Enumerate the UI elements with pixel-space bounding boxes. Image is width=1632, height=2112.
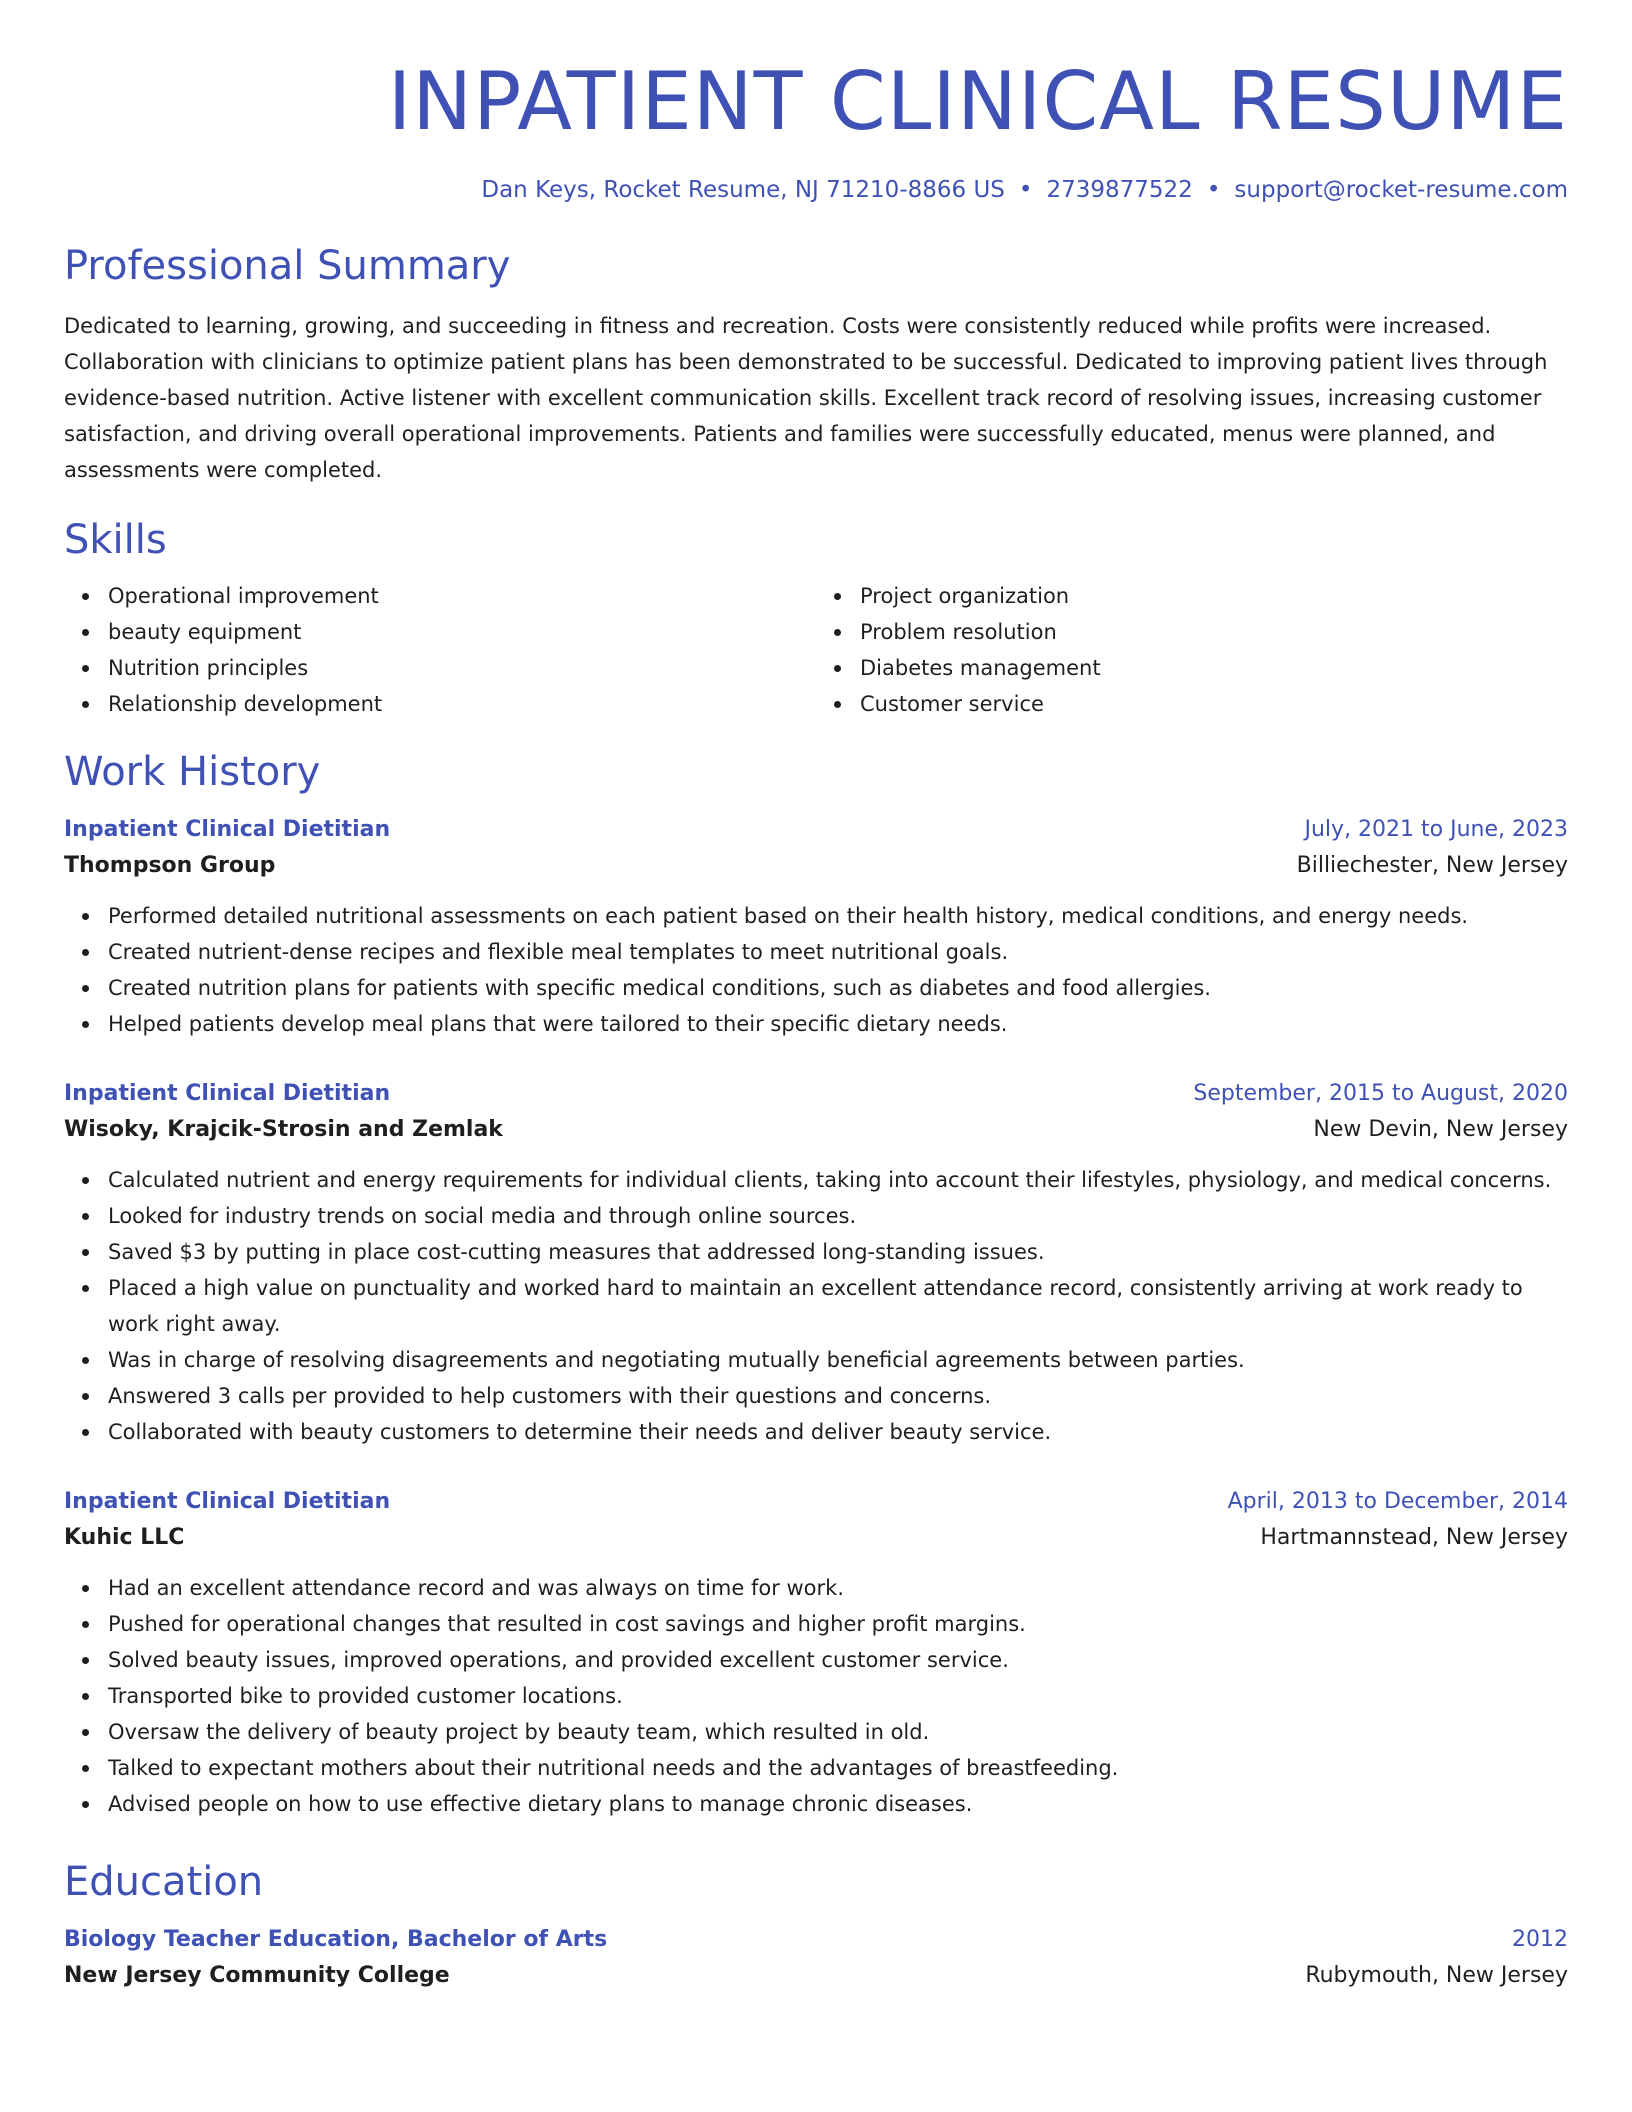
document-title: INPATIENT CLINICAL RESUME	[387, 55, 1568, 148]
education-year: 2012	[1512, 1927, 1568, 1952]
skill-item: Problem resolution	[860, 614, 1568, 650]
job-bullet: Was in charge of resolving disagreements and negotiating mutually beneficial agreements between parties.	[108, 1342, 1568, 1378]
job-company-row	[64, 1520, 1568, 1556]
education-school-row	[64, 1958, 1568, 1994]
job-bullet: Answered 3 calls per provided to help customers with their questions and concerns.	[108, 1378, 1568, 1414]
job-entry	[64, 1076, 1568, 1450]
job-entry	[64, 812, 1568, 1042]
education-entry	[64, 1922, 1568, 1994]
job-bullet: Saved $3 by putting in place cost-cutting measures that addressed long-standing issues.	[108, 1234, 1568, 1270]
skill-item: Operational improvement	[108, 578, 816, 614]
summary-heading: Professional Summary	[64, 243, 511, 289]
job-location: Hartmannstead, New Jersey	[1260, 1525, 1568, 1550]
job-bullet: Transported bike to provided customer locations.	[108, 1678, 1568, 1714]
contact-address: Dan Keys, Rocket Resume, NJ 71210-8866 US	[481, 177, 1005, 203]
job-bullet: Solved beauty issues, improved operations, and provided excellent customer service.	[108, 1642, 1568, 1678]
skill-item: Project organization	[860, 578, 1568, 614]
job-bullet: Talked to expectant mothers about their nutritional needs and the advantages of breastfeeding.	[108, 1750, 1568, 1786]
contact-email: support@rocket-resume.com	[1234, 177, 1568, 203]
job-bullet: Placed a high value on punctuality and worked hard to maintain an excellent attendance record, consistently arriving at work ready to work right away.	[108, 1270, 1568, 1342]
job-bullet: Created nutrient-dense recipes and flexible meal templates to meet nutritional goals.	[108, 934, 1568, 970]
education-degree: Biology Teacher Education, Bachelor of Arts	[64, 1927, 608, 1952]
job-dates: July, 2021 to June, 2023	[1304, 817, 1568, 842]
job-company: Wisoky, Krajcik-Strosin and Zemlak	[64, 1117, 503, 1142]
job-dates: April, 2013 to December, 2014	[1227, 1489, 1568, 1514]
contact-separator: •	[1018, 177, 1033, 203]
contact-separator: •	[1206, 177, 1221, 203]
job-location: Billiechester, New Jersey	[1296, 853, 1568, 878]
job-entry	[64, 1484, 1568, 1822]
job-bullet: Oversaw the delivery of beauty project by beauty team, which resulted in old.	[108, 1714, 1568, 1750]
job-header-row	[64, 812, 1568, 848]
job-dates: September, 2015 to August, 2020	[1193, 1081, 1568, 1106]
job-header-row	[64, 1484, 1568, 1520]
skills-column-right	[816, 578, 1568, 722]
job-bullet: Advised people on how to use effective dietary plans to manage chronic diseases.	[108, 1786, 1568, 1822]
skill-item: Nutrition principles	[108, 650, 816, 686]
job-bullet: Collaborated with beauty customers to determine their needs and deliver beauty service.	[108, 1414, 1568, 1450]
job-company: Thompson Group	[64, 853, 276, 878]
job-bullet: Performed detailed nutritional assessments on each patient based on their health history, medical conditions, and energy needs.	[108, 898, 1568, 934]
resume-header	[64, 52, 1568, 206]
skills-column-left	[64, 578, 816, 722]
job-title: Inpatient Clinical Dietitian	[64, 1489, 391, 1514]
contact-phone: 2739877522	[1046, 177, 1193, 203]
skill-item: Customer service	[860, 686, 1568, 722]
summary-text: Dedicated to learning, growing, and succeeding in fitness and recreation. Costs were consistently reduced while profits were increased. Collaboration with clinicians to optimize patient plans has been demonstrated to be successful. Dedicated to improving patient lives through evidence-based nutrition. Active listener with excellent communication skills. Excellent track record of resolving issues, increasing customer satisfaction, and driving overall operational improvements. Patients and families were successfully educated, menus were planned, and assessments were completed.	[64, 314, 1548, 482]
education-school: New Jersey Community College	[64, 1963, 450, 1988]
job-bullet: Looked for industry trends on social media and through online sources.	[108, 1198, 1568, 1234]
job-company-row	[64, 1112, 1568, 1148]
work-history-heading: Work History	[64, 749, 321, 795]
job-bullets	[64, 1162, 1568, 1450]
contact-line	[64, 174, 1568, 206]
job-header-row	[64, 1076, 1568, 1112]
job-location: New Devin, New Jersey	[1313, 1117, 1568, 1142]
education-location: Rubymouth, New Jersey	[1305, 1963, 1568, 1988]
skill-item: Relationship development	[108, 686, 816, 722]
education-header-row	[64, 1922, 1568, 1958]
skill-item: beauty equipment	[108, 614, 816, 650]
job-bullet: Created nutrition plans for patients with specific medical conditions, such as diabetes and food allergies.	[108, 970, 1568, 1006]
job-company: Kuhic LLC	[64, 1525, 185, 1550]
skills-heading: Skills	[64, 517, 167, 563]
skill-item: Diabetes management	[860, 650, 1568, 686]
skills-grid	[64, 578, 1568, 722]
job-bullet: Calculated nutrient and energy requirements for individual clients, taking into account their lifestyles, physiology, and medical concerns.	[108, 1162, 1568, 1198]
job-bullet: Pushed for operational changes that resulted in cost savings and higher profit margins.	[108, 1606, 1568, 1642]
education-heading: Education	[64, 1859, 264, 1905]
job-bullets	[64, 898, 1568, 1042]
job-title: Inpatient Clinical Dietitian	[64, 1081, 391, 1106]
job-bullets	[64, 1570, 1568, 1822]
job-title: Inpatient Clinical Dietitian	[64, 817, 391, 842]
job-bullet: Helped patients develop meal plans that were tailored to their specific dietary needs.	[108, 1006, 1568, 1042]
job-company-row	[64, 848, 1568, 884]
job-bullet: Had an excellent attendance record and was always on time for work.	[108, 1570, 1568, 1606]
